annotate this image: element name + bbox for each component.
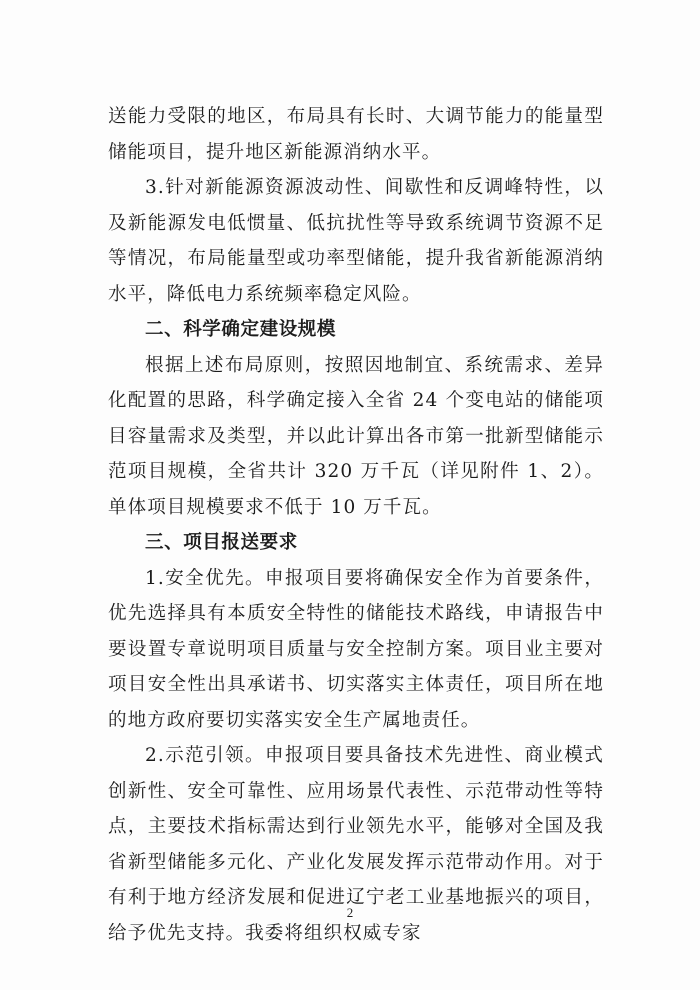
page-number: 2 — [346, 905, 354, 920]
paragraph-safety-first: 1.安全优先。申报项目要将确保安全作为首要条件，优先选择具有本质安全特性的储能技术路线，申请报告中要设置专章说明项目质量与安全控制方案。项目业主要对项目安全性出具承诺书、切实落实主体责任，项目所在地的地方政府要切实落实安全生产属地责任。 — [108, 567, 604, 731]
section-heading-2: 二、科学确定建设规模 — [145, 319, 337, 340]
paragraph-item-3: 3.针对新能源资源波动性、间歇性和反调峰特性，以及新能源发电低惯量、低抗扰性等导致系统调节资源不足等情况，布局能量型或功率型储能，提升我省新能源消纳水平，降低电力系统频率稳定风险。 — [108, 177, 604, 305]
section-heading-3: 三、项目报送要求 — [145, 532, 298, 553]
paragraph-continued: 送能力受限的地区，布局具有长时、大调节能力的能量型储能项目，提升地区新能源消纳水平。 — [108, 106, 604, 163]
document-body — [108, 99, 604, 951]
paragraph-demonstration: 2.示范引领。申报项目要具备技术先进性、商业模式创新性、安全可靠性、应用场景代表性、示范带动性等特点，主要技术指标需达到行业领先水平，能够对全国及我省新型储能多元化、产业化发展发挥示范带动作用。对于有利于地方经济发展和促进辽宁老工业基地振兴的项目，给予优先支持。我委将组织权威专家 — [108, 745, 604, 944]
paragraph-scale: 根据上述布局原则，按照因地制宜、系统需求、差异化配置的思路，科学确定接入全省 24 个变电站的储能项目容量需求及类型，并以此计算出各市第一批新型储能示范项目规模，全省共计 320 万千瓦（详见附件 1、2）。单体项目规模要求不低于 10 万千瓦。 — [108, 354, 604, 518]
